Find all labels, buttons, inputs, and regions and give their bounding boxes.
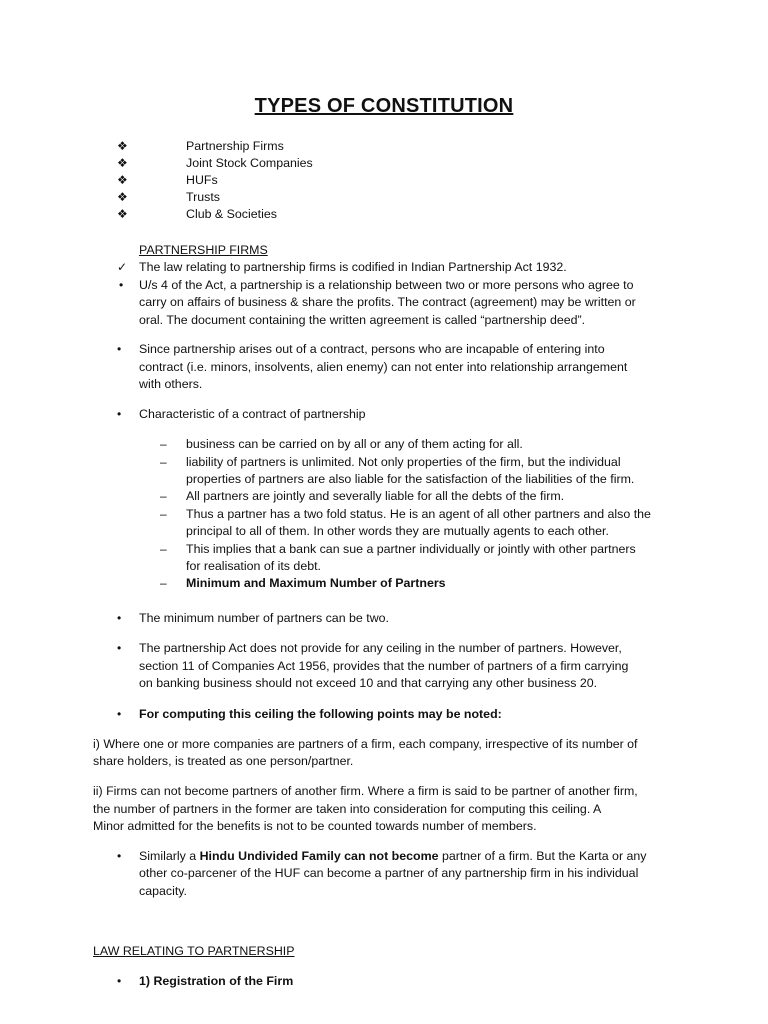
diamond-bullet-icon: ❖: [117, 156, 128, 170]
paragraph-line: the number of partners in the former are taken into consideration for computing this ceiling. A: [93, 802, 602, 816]
paragraph-line-bold: For computing this ceiling the following points may be noted:: [139, 707, 502, 721]
paragraph-line: other co-parcener of the HUF can become a partner of any partnership firm in his individual: [139, 866, 639, 880]
paragraph-line: on banking business should not exceed 10 and that carrying any other business 20.: [139, 676, 598, 690]
diamond-bullet-icon: ❖: [117, 207, 128, 221]
checkmark-icon: ✓: [117, 260, 128, 274]
paragraph-line: i) Where one or more companies are partners of a firm, each company, irrespective of its number of: [93, 737, 638, 751]
paragraph-line: share holders, is treated as one person/partner.: [93, 754, 354, 768]
list-item-continued: properties of partners are also liable for the satisfaction of the liabilities of the firm.: [186, 472, 635, 486]
paragraph-line: Since partnership arises out of a contract, persons who are incapable of entering into: [139, 342, 605, 356]
section-heading-law: LAW RELATING TO PARTNERSHIP: [93, 944, 295, 958]
dash-bullet-icon: –: [160, 489, 167, 503]
dot-bullet-icon: •: [117, 407, 122, 421]
list-item: Club & Societies: [186, 207, 277, 221]
page-title: TYPES OF CONSTITUTION: [254, 95, 514, 117]
paragraph-line: oral. The document containing the written agreement is called “partnership deed”.: [139, 313, 586, 327]
dot-bullet-icon: •: [117, 611, 122, 625]
dot-bullet-icon: •: [117, 707, 122, 721]
list-item: business can be carried on by all or any of them acting for all.: [186, 437, 523, 451]
list-item: Thus a partner has a two fold status. He is an agent of all other partners and also the: [186, 507, 651, 521]
paragraph-line: [139, 848, 647, 865]
paragraph-line: Minor admitted for the benefits is not to be counted towards number of members.: [93, 819, 537, 833]
section-heading-partnership: PARTNERSHIP FIRMS: [139, 243, 268, 257]
registration-item: 1) Registration of the Firm: [139, 974, 294, 988]
dash-bullet-icon: –: [160, 437, 167, 451]
diamond-bullet-icon: ❖: [117, 173, 128, 187]
diamond-bullet-icon: ❖: [117, 190, 128, 204]
list-item-continued: for realisation of its debt.: [186, 559, 321, 573]
paragraph-line: ii) Firms can not become partners of another firm. Where a firm is said to be partner of another firm,: [93, 784, 638, 798]
list-item-continued: principal to all of them. In other words they are mutually agents to each other.: [186, 524, 609, 538]
dash-bullet-icon: –: [160, 576, 167, 590]
paragraph-line: carry on affairs of business & share the profits. The contract (agreement) may be written or: [139, 295, 636, 309]
huf-bold: Hindu Undivided Family can not become: [199, 849, 439, 863]
list-item: liability of partners is unlimited. Not only properties of the firm, but the individual: [186, 455, 621, 469]
paragraph-line: The minimum number of partners can be two.: [139, 611, 389, 625]
paragraph-line: U/s 4 of the Act, a partnership is a relationship between two or more persons who agree to: [139, 278, 634, 292]
paragraph-line: with others.: [139, 377, 203, 391]
check-item-text: The law relating to partnership firms is codified in Indian Partnership Act 1932.: [139, 260, 567, 274]
huf-post: partner of a firm. But the Karta or any: [438, 849, 647, 863]
dot-bullet-icon: •: [117, 974, 122, 988]
list-item: Joint Stock Companies: [186, 156, 313, 170]
dash-bullet-icon: –: [160, 542, 167, 556]
list-item: This implies that a bank can sue a partner individually or jointly with other partners: [186, 542, 636, 556]
paragraph-line: section 11 of Companies Act 1956, provides that the number of partners of a firm carrying: [139, 659, 629, 673]
paragraph-line: capacity.: [139, 884, 187, 898]
dot-bullet-icon: •: [117, 641, 122, 655]
huf-pre: Similarly a: [139, 849, 200, 863]
list-item: Trusts: [186, 190, 220, 204]
diamond-bullet-icon: ❖: [117, 139, 128, 153]
list-item: All partners are jointly and severally liable for all the debts of the firm.: [186, 489, 565, 503]
characteristic-heading: Characteristic of a contract of partnership: [139, 407, 366, 421]
dash-bullet-icon: –: [160, 507, 167, 521]
dot-bullet-icon: •: [119, 278, 124, 292]
paragraph-line: The partnership Act does not provide for any ceiling in the number of partners. However,: [139, 641, 622, 655]
paragraph-line: contract (i.e. minors, insolvents, alien enemy) can not enter into relationship arrangement: [139, 360, 628, 374]
list-item: Partnership Firms: [186, 139, 284, 153]
dot-bullet-icon: •: [117, 849, 122, 863]
list-item: HUFs: [186, 173, 218, 187]
list-item-bold: Minimum and Maximum Number of Partners: [186, 576, 446, 590]
dash-bullet-icon: –: [160, 455, 167, 469]
dot-bullet-icon: •: [117, 342, 122, 356]
